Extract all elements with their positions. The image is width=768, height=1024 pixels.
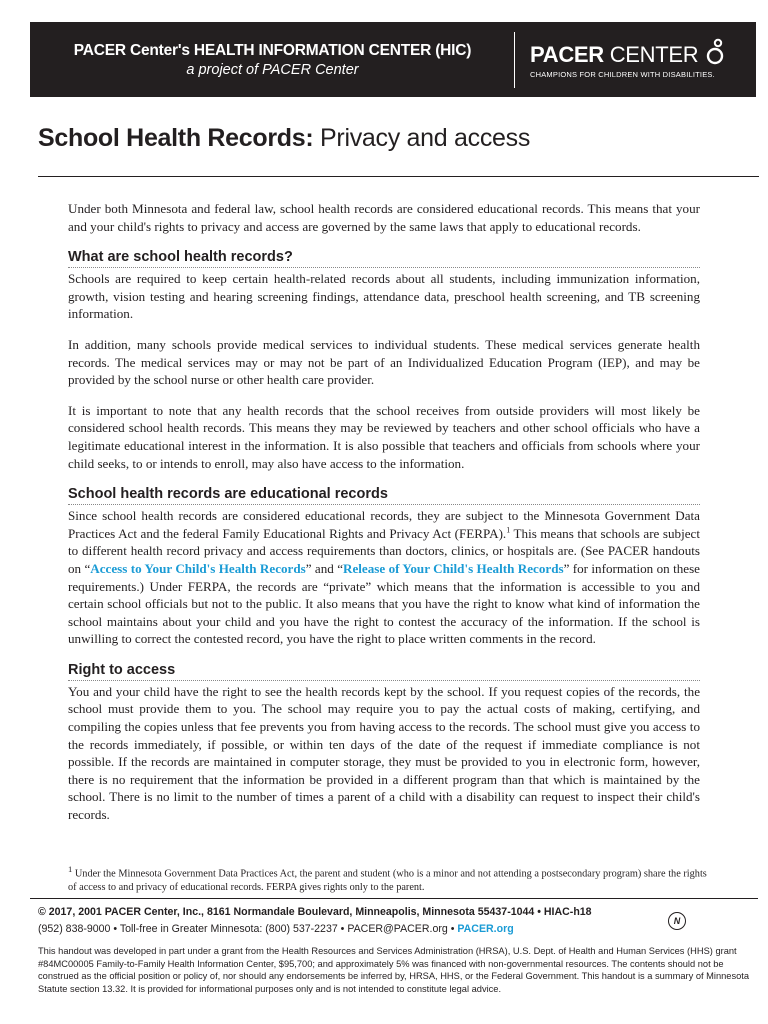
section2-paragraph — [68, 507, 700, 648]
org-title: PACER Center's HEALTH INFORMATION CENTER (HIC) — [73, 42, 472, 59]
org-subtitle: a project of PACER Center — [186, 62, 359, 78]
banner-divider — [514, 32, 515, 88]
footnote-ref: 1 — [506, 525, 511, 535]
website-link[interactable]: PACER.org — [457, 923, 514, 935]
section2-text-part1: Since school health records are considered educational records, they are subject to the Minnesota Government Data Practices Act and the federal Family Educational Rights and Privacy Act (FERPA). — [68, 508, 700, 541]
page-title — [38, 124, 530, 153]
footnote — [68, 862, 708, 895]
section2-text-part3: ” and “ — [305, 560, 344, 576]
title-light: Privacy and access — [313, 124, 531, 152]
contact-text: (952) 838-9000 • Toll-free in Greater Minnesota: (800) 537-2237 • PACER@PACER.org • — [38, 923, 458, 935]
logo-word-light: CENTER — [603, 42, 699, 67]
header-banner — [30, 22, 756, 97]
section2-text-part2: This means that schools are subject to different health record privacy and access requirements than doctors, clinics, or hospitals are. (See PACER handouts on “ — [68, 525, 701, 576]
link-access-health-records[interactable]: Access to Your Child's Health Records — [90, 560, 306, 576]
footnote-marker: 1 — [68, 864, 73, 874]
section1-paragraph-2: In addition, many schools provide medical services to individual students. These medical services generate health records. The medical services may or may not be part of an Individualized Education Program (IEP), and may be provided by the school nurse or other health care provider. — [68, 336, 700, 388]
intro-paragraph: Under both Minnesota and federal law, school health records are considered educational records. This means that your and your child's rights to privacy and access are governed by the same laws that apply to educational records. — [68, 201, 700, 234]
section-heading-what-are: What are school health records? — [68, 248, 700, 268]
footnote-text: Under the Minnesota Government Data Practices Act, the parent and student (who is a minor and not attending a postsecondary program) share the rights of access to and privacy of educational records. FERPA gives rights only to the parent. — [68, 868, 707, 894]
article-body — [68, 200, 700, 837]
section1-paragraph-3: It is important to note that any health records that the school receives from outside providers will most likely be considered school health records. This means they may be reviewed by teachers and other school officials who have a legitimate educational interest in the information. It is also possible that teachers and officials from schools where your child seeks, to or intends to enroll, may also have access to the information. — [68, 402, 700, 471]
section2-text-part4: ” for information on these requirements.) Under FERPA, the records are “private” which means that the information is accessible to you and certain school officials but not to the public. It also means that you have the right to know what kind of information the school maintains about your child and you have the right to contest the accuracy of the information. If the school is unwilling to correct the contested record, you have the right to place written comments in the record. — [68, 560, 700, 647]
section-heading-right-to-access: Right to access — [68, 661, 700, 681]
title-bold: School Health Records: — [38, 124, 314, 152]
pacer-child-icon — [705, 38, 727, 66]
hic-badge-icon: N — [668, 912, 686, 930]
footer-rule — [30, 898, 758, 899]
link-release-health-records[interactable]: Release of Your Child's Health Records — [343, 560, 564, 576]
title-rule — [38, 176, 759, 177]
section3-paragraph: You and your child have the right to see the health records kept by the school. If you request copies of the records, the school must provide them to you. The school may require you to pay the actual costs of making, certifying, and compiling the copies unless that fee prevents you from having access to the records. The school must give you access to the records immediately, if possible, or within ten days of the date of the request if immediate compliance is not possible. If the records are maintained in computer storage, they must be provided to you in electronic form, however, there is no requirement that the information be provided in a different program than that which is maintained by the school. There is no limit to the number of times a parent of a child with a disability can request to inspect their child's records. — [68, 683, 700, 823]
section-heading-educational-records: School health records are educational records — [68, 485, 700, 505]
disclaimer: This handout was developed in part under a grant from the Health Resources and Services Administration (HRSA), U.S. Dept. of Health and Human Services (HHS) grant #84MC00005 Family-to-Family Health Information Center, $95,700; and approximately 5% was financed with non-governmental resources. The contents should not be construed as the official position or policy of, nor should any endorsements be inferred by, HRSA, HHS, or the Federal Government. This handout is a summary of Minnesota Statute section 13.32. It is provided for informational purposes only and is not intended to constitute legal advice. — [38, 946, 750, 994]
contact-line — [38, 923, 514, 935]
logo-tagline: CHAMPIONS FOR CHILDREN WITH DISABILITIES. — [530, 70, 715, 79]
section1-paragraph-1: Schools are required to keep certain health-related records about all students, including immunization information, growth, vision testing and hearing screening findings, attendance data, preschool health screening, and TB screening information. — [68, 271, 700, 322]
copyright-line: © 2017, 2001 PACER Center, Inc., 8161 Normandale Boulevard, Minneapolis, Minnesota 55437-1044 • HIAC-h18 — [38, 906, 592, 918]
logo-word-bold: PACER — [530, 42, 604, 67]
pacer-logo — [530, 42, 715, 79]
